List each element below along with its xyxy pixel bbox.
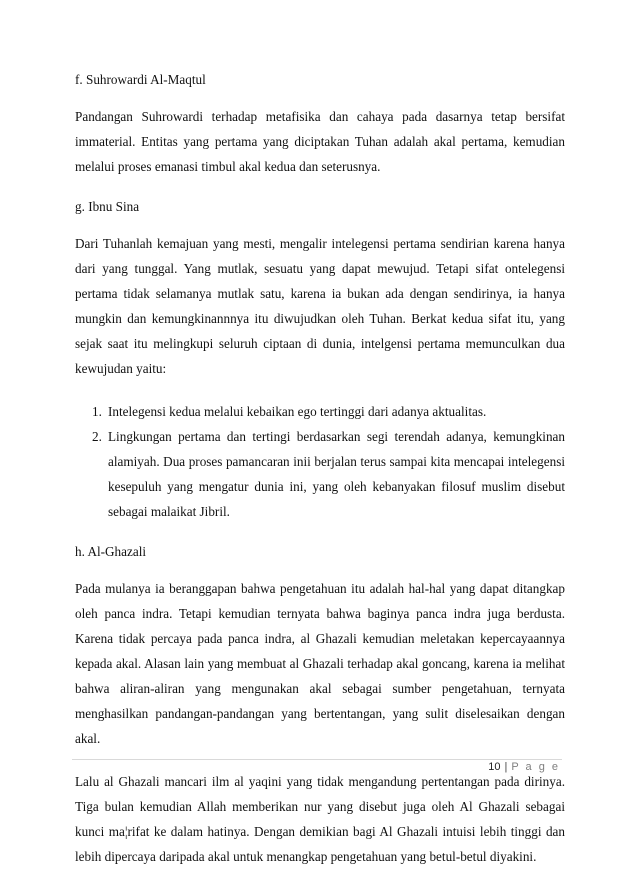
list-item-number: 2. — [92, 429, 102, 444]
list-item-number: 1. — [92, 404, 102, 419]
list-item-text: Intelegensi kedua melalui kebaikan ego tertinggi dari adanya aktualitas. — [108, 404, 487, 419]
paragraph-ibnu-sina: Dari Tuhanlah kemajuan yang mesti, mengalir intelegensi pertama sendirian karena hanya dari yang tunggal. Yang mutlak, sesuatu yang dapat mewujud. Tetapi sifat ontelegensi pertama tidak selamanya mutlak satu, karena ia bukan ada dengan sendirinya, ia hanya mungkin dan kemungkinannnya itu diwujudkan oleh Tuhan. Berkat kedua sifat itu, yang sejak saat itu melingkupi seluruh ciptaan di dunia, intelgensi pertama memunculkan dua kewujudan yaitu: — [75, 236, 565, 376]
list-item-text: Lingkungan pertama dan tertingi berdasarkan segi terendah adanya, kemungkinan alamiyah. Dua proses pamancaran inii berjalan terus sampai kita mencapai intelegensi kesepuluh yang mengatur dunia ini, yang oleh kebanyakan filosuf muslim disebut sebagai malaikat Jibril. — [108, 429, 565, 519]
list-item — [75, 424, 565, 524]
ibnu-sina-list — [75, 399, 565, 524]
section-heading-ibnu-sina: g. Ibnu Sina — [75, 199, 140, 214]
footer-divider — [72, 759, 562, 760]
page-label: P a g e — [511, 761, 560, 773]
section-heading-suhrowardi: f. Suhrowardi Al-Maqtul — [75, 72, 206, 87]
paragraph-al-ghazali-1: Pada mulanya ia beranggapan bahwa pengetahuan itu adalah hal-hal yang dapat ditangkap oleh panca indra. Tetapi kemudian ternyata bahwa baginya panca indra juga berdusta. Karena tidak percaya pada panca indra, al Ghazali kemudian meletakan kepercayaannya kepada akal. Alasan lain yang membuat al Ghazali terhadap akal goncang, karena ia melihat bahwa aliran-aliran yang mengunakan akal sebagai sumber pengetahuan, ternyata menghasilkan pandangan-pandangan yang bertentangan, yang sulit diselesaikan dengan akal. — [75, 581, 565, 746]
page-number: 10 — [488, 761, 501, 773]
page-footer — [488, 762, 560, 773]
list-item — [75, 399, 565, 424]
page-content — [75, 70, 565, 869]
section-heading-al-ghazali: h. Al-Ghazali — [75, 544, 147, 559]
paragraph-suhrowardi: Pandangan Suhrowardi terhadap metafisika dan cahaya pada dasarnya tetap bersifat immaterial. Entitas yang pertama yang diciptakan Tuhan adalah akal pertama, kemudian melalui proses emanasi timbul akal kedua dan seterusnya. — [75, 109, 565, 174]
paragraph-al-ghazali-2: Lalu al Ghazali mancari ilm al yaqini yang tidak mengandung pertentangan pada dirinya. Tiga bulan kemudian Allah memberikan nur yang disebut juga oleh Al Ghazali sebagai kunci ma¦rifat ke dalam hatinya. Dengan demikian bagi Al Ghazali intuisi lebih tinggi dan lebih dipercaya daripada akal untuk menangkap pengetahuan yang betul-betul diyakini. — [75, 774, 565, 864]
footer-separator: | — [504, 761, 508, 773]
